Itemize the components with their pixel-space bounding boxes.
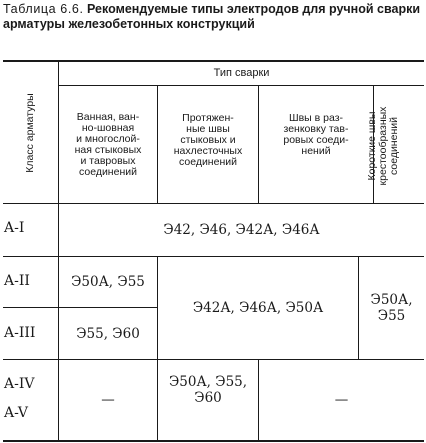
header-col-countersink-seams: Швы в раз- зенковку тав- ровых соеди- нений [283,112,349,157]
row-label-a2: A-II [4,273,30,289]
row-a4-a5-col2-value: Э50А, Э55, Э60 [168,374,248,406]
table-caption [3,2,423,32]
header-welding-type: Тип сварки [213,67,270,79]
table-number: Таблица 6.6. [3,2,84,16]
row-a4-a5-col1-value: — [101,392,115,408]
row-label-a1: A-I [4,220,25,236]
header-col-bath-welding: Ванная, ван- но-шовная и многослой- ная стыковых и тавровых соединений [74,111,142,178]
row-a2-a3-span-value: Э42А, Э46А, Э50А [192,300,324,316]
row-a3-col1-value: Э55, Э60 [76,325,140,342]
row-label-a3: A-III [4,325,36,341]
header-col-short-seams: Короткие швы крестообразных соединений [365,106,400,186]
group-header-rule [58,85,424,86]
row-label-a5: A-V [4,405,28,421]
row-a4-a5-col34-value: — [334,392,349,408]
header-class-column: Класс арматуры [23,93,36,173]
header-col-extended-seams: Протяжен- ные швы стыковых и нахлесточных соединений [173,112,243,168]
table-title: Рекомендуемые типы электродов для ручной сварки арматуры железобетонных конструкций [3,2,421,31]
row-a1-value: Э42, Э46, Э42А, Э46А [163,222,320,238]
row-a2-col1-value: Э50А, Э55 [71,274,145,290]
row-a2-a3-short-seams-value: Э50А, Э55 [370,292,413,324]
row-label-a4: A-IV [4,376,35,392]
bottom-rule [3,440,424,442]
